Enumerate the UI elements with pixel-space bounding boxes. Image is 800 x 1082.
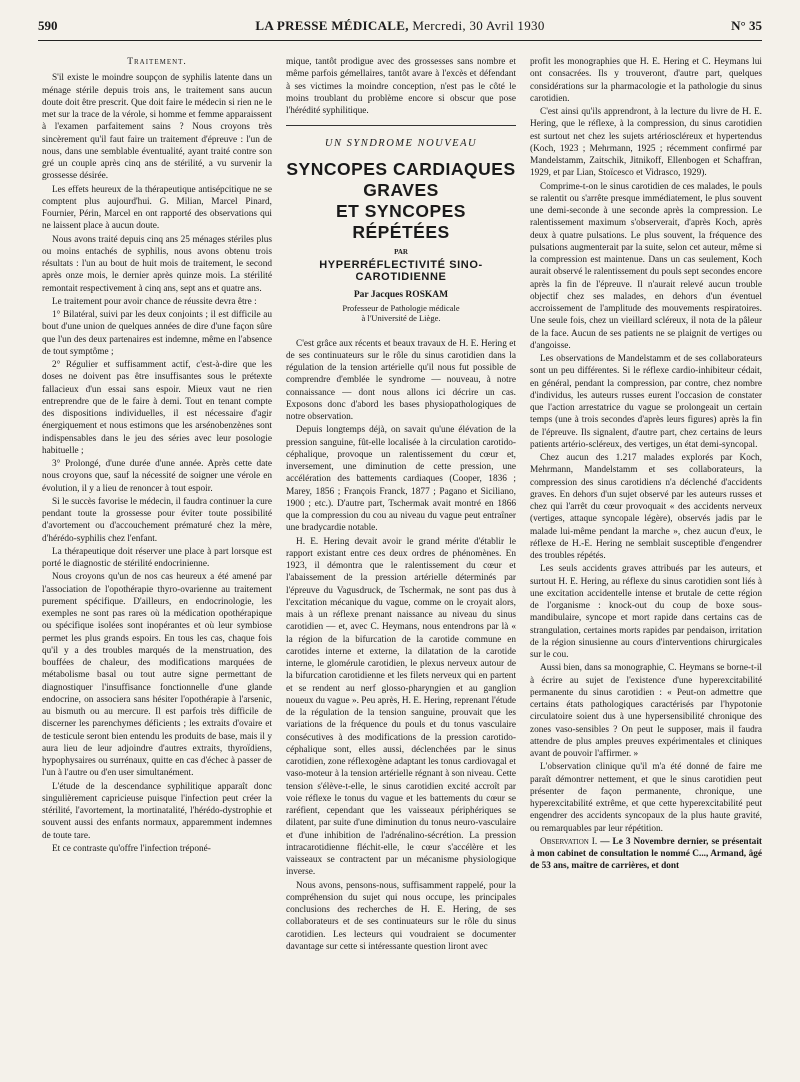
- paragraph: Depuis longtemps déjà, on savait qu'une élévation de la pression sanguine, fût-elle localisée à la circulation carotido-céphalique, provoque un ralentissement du cœur et, inversement, une diminution de cette pression, une accélération des battements cardiaques (Cooper, 1836 ; Marey, 1856 ; François Franck, 1877 ; Pagano et Siciliano, 1900 ; etc.). D'autre part, Tschermak avait montré en 1866 que la compression du cou au niveau du vague peut entraîner une bradycardie notable.: [286, 425, 516, 534]
- observation-text: — Le 3 Novembre dernier, se présentait à mon cabinet de consultation le nommé C..., Armand, âgé de 53 ans, maître de carrières, et dont: [530, 836, 762, 872]
- paragraph: mique, tantôt prodigue avec des grossesses sans nombre et même parfois gémellaires, tantôt avare à l'excès et défendant à ses victimes la moindre conception, n'est pas le côté le moins troublant du problème encore si obscur que pose l'hérédité syphilitique.: [286, 57, 516, 116]
- paragraph: Le traitement pour avoir chance de réussite devra être :: [52, 296, 257, 307]
- paragraph: profit les monographies que H. E. Hering et C. Heymans lui ont consacrées. Ils y trouveront, d'autre part, quelques considérations sur la pharmacologie et la pathologie du sinus carotidien.: [530, 57, 762, 104]
- paragraph: La thérapeutique doit réserver une place à part lorsque est porté le diagnostic de stérilité endocrinienne.: [42, 546, 272, 569]
- paragraph: Les observations de Mandelstamm et de ses collaborateurs sont un peu différentes. Si le réflexe cardio-inhibiteur cédait, en général, pendant la compression, par contre, chez nombre d'individus, les auteurs russes eurent l'occasion de constater que l'action arrestatrice du vague se prolongeait un certain temps (une à trois secondes d'après leurs figures) après la fin de l'épreuve. Ils signalent, d'autre part, chez certains de leurs patients artério-scléreux, des vertiges, un état demi-syncopal.: [530, 354, 762, 450]
- column-3: [530, 56, 762, 1066]
- paragraph: Chez aucun des 1.217 malades explorés par Koch, Mehrmann, Mandelstamm et ses collaborateurs, la compression des sinus carotidiens n'a déclenché d'accidents graves. En dehors d'un sujet observé par les auteurs russes et chez qui l'arrêt du cœur provoquait « des accidents nerveux (vertiges, attaque syncopale légère), observés jadis par le malade lui-même pendant la marche », chez aucun d'eux, le réflexe de H.-E. Hering ne semblait susceptible d'engendrer des troubles répétés.: [530, 453, 762, 561]
- paragraph: C'est ainsi qu'ils apprendront, à la lecture du livre de H. E. Hering, que le réflexe, à la compression, du sinus carotidien est surtout net chez les sujets artérioscléreux et hypertendus (Koch, 1923 ; Mehrmann, 1925 ; récemment confirmé par Mandelstamm, Zaitschik, Jitnikoff, Ellenbogen et Schaffran, 1929, et par Lian, Stoïcesco et Vidrasco, 1929).: [530, 107, 762, 179]
- journal-title: [38, 18, 762, 34]
- article-headline-line-1: SYNCOPES CARDIAQUES GRAVES: [286, 158, 516, 200]
- paragraph: 2° Régulier et suffisamment actif, c'est-à-dire que les doses ne doivent pas être insuffisantes sous le prétexte fallacieux d'un essai sans espoir. Mieux vaut ne rien entreprendre que de le faire à demi. Tout en tenant compte des dispositions individuelles, il est nécessaire d'agir énergiquement et nous estimons que les arsénobenzènes sont indispensables dans le jeu des séries avec leur posologie habituelle ;: [42, 360, 272, 456]
- article-author: Par Jacques ROSKAM: [353, 290, 449, 301]
- article-kicker: UN SYNDROME NOUVEAU: [324, 138, 478, 150]
- paragraph: C'est grâce aux récents et beaux travaux de H. E. Hering et de ses continuateurs sur le rôle du sinus carotidien dans la régulation de la tension artérielle qu'il nous fut possible de comprendre d'emblée le syndrome — nouveau, à notre connaissance — dont nous allons ici décrire un cas. Exposons donc d'abord les bases physiopathologiques de notre observation.: [286, 338, 516, 422]
- paragraph: Comprime-t-on le sinus carotidien de ces malades, le pouls se ralentit ou s'arrête presque immédiatement, le plus souvent une demi-seconde à une seconde après la compression. Le ralentissement maximum s'observerait, d'après Koch, après deux à quatre pulsations. Le plus souvent, la fréquence des pulsations augmenterait par la suite, selon cet auteur, même si la compression est maintenue. Dans un cas seulement, Koch aurait observé le ralentissement du pouls sept secondes encore après la fin de l'épreuve. Il n'aurait relevé aucun trouble objectif chez ses malades, en dehors d'un éventuel accroissement de l'amplitude des mouvements respiratoires. Une seule fois, chez un vieillard scléreux, il nota de la pâleur de la face. Aucun de ses patients ne se plaignit de vertiges ou d'angoisse.: [530, 181, 762, 351]
- author-affiliation: [286, 303, 516, 324]
- paragraph: Aussi bien, dans sa monographie, C. Heymans se borne-t-il à écrire au sujet de l'existence d'une hyperexcitabilité permanente du sinus carotidien : « Peut-on admettre que certains états pathologiques caractérisés par l'hypotonie circulatoire soient dus à une hypersensibilité chronique des zones vaso-sensibles ? On peut le supposer, mais il faudra attendre de plus amples preuves expérimentales et cliniques avant de pouvoir l'affirmer. »: [530, 663, 762, 759]
- paragraph: Si le succès favorise le médecin, il faudra continuer la cure pendant toute la grossesse pour éviter toute possibilité d'avortement ou d'accouchement prématuré chez la mère, d'hérédo-syphilis chez l'enfant.: [42, 496, 272, 544]
- column-2: [286, 56, 516, 1066]
- journal-name: LA PRESSE MÉDICALE,: [255, 18, 409, 33]
- affiliation-line-2: à l'Université de Liège.: [361, 313, 441, 323]
- paragraph: Les effets heureux de la thérapeutique antisépcitique ne se comptent plus aujourd'hui. G. Milian, Marcel Pinard, Fournier, Périn, Marcel en ont rapporté des observations qui ne laissent place à aucun doute.: [42, 184, 272, 232]
- paragraph: Les seuls accidents graves attribués par les auteurs, et surtout H. E. Hering, au réflexe du sinus carotidien sont liés à une excitation accidentelle intense et brutale de cette région de l'organisme : knock-out du coup de boxe sous-mandibulaire, syncope et mort rapide dans certains cas de strangulation, certaines morts rapides par pendaison, irritation de la région sinusienne au cours d'interventions chirurgicales sur le cou.: [530, 564, 762, 660]
- article-subheadline: HYPERRÉFLECTIVITÉ SINO-CAROTIDIENNE: [319, 258, 483, 283]
- page-number: 590: [38, 18, 58, 33]
- paragraph: Et ce contraste qu'offre l'infection tréponé-: [52, 843, 211, 854]
- paragraph: Nous avons traité depuis cinq ans 25 ménages stériles plus ou moins entachés de syphilis, nous avons obtenu trois résultats : l'un au bout de huit mois de traitement, le second après onze mois, le dernier après quinze mois. La stérilité remontait respectivement à cinq ans, sept ans et quatre ans.: [42, 234, 272, 294]
- paragraph: S'il existe le moindre soupçon de syphilis latente dans un ménage stérile depuis trois ans, le traitement sans aucun doute doit être prescrit. Que doit faire le médecin si rien ne le met sur la trace de la vérole, si homme et femme apparaissent à l'examen parfaitement sains ? Nous croyons très sincèrement qu'il faut faire un traitement d'épreuve : l'un de nous, dans une semblable éventualité, ayant traité contre son gré un couple après cinq ans de stérilité, a vu survenir la grossesse désirée.: [42, 73, 272, 182]
- observation-label: Observation I.: [540, 836, 598, 847]
- column-1: [42, 56, 272, 1066]
- article-headline-line-2: ET SYNCOPES RÉPÉTÉES: [336, 200, 466, 242]
- page-header: [38, 14, 762, 41]
- paragraph: H. E. Hering devait avoir le grand mérite d'établir le rapport existant entre ces deux ordres de phénomènes. En 1923, il démontra que le ralentissement du cœur et l'abaissement de la pression artérielle déterminés par l'épreuve du Vagusdruck, de Tschermak, ne sont pas dus à l'excitation mécanique du vague, comme on le croyait alors, mais à un réflexe prenant naissance au niveau du sinus carotidien — et, avec C. Heymans, nous entendrons par là « la région de la bifurcation de la carotide commune en carotides interne et externe, la dilatation de la carotide interne, le glomérule carotidien, le plexus nerveux autour de la bifurcation carotidienne et les filets nerveux qui en partent et se rendent au nerf glosso-pharyngien et au ganglion noueux du vague ». Peu après, H. E. Hering, reprenant l'étude de la régulation de la tension sanguine, prouvait que les variations de la fréquence du pouls et du tonus vasculaire consécutives à des modifications de la pression carotido-céphalique sont, elles aussi, déclenchées par le sinus carotidien, zone réflexogène adaptant les tonus cardiovagal et vaso-moteur à la tension artérielle régnant à son niveau. Cette tension s'élève-t-elle, le sinus carotidien excité accroît par voie réflexe le tonus du vague et les battements du cœur se raréfient, cependant que les vaisseaux périphériques se dilatent, par suite d'une diminution du tonus neuro-vasculaire et d'une inhibition de l'adrénalino-sécrétion. La pression intracarotidienne fléchit-elle, le cœur s'accélère et les vaisseaux se contractent par un mécanisme physiologique inverse.: [286, 536, 516, 878]
- paragraph: Nous avons, pensons-nous, suffisamment rappelé, pour la compréhension du sujet qui nous occupe, les principales conclusions des recherches de H. E. Hering, de ses collaborateurs et de ses continuateurs sur le rôle du sinus carotidien. Les lecteurs qui voudraient se documenter davantage sur cette si intéressante question liront avec: [286, 880, 516, 952]
- paragraph: L'observation clinique qu'il m'a été donné de faire me paraît démontrer nettement, et que le sinus carotidien peut présenter de façon permanente, chronique, une hyperexcitabilité extrême, et que cette hyperexcitabilité peut engendrer des accidents syncopaux de la plus haute gravité, ou remarquables par leur répétition.: [530, 762, 762, 834]
- affiliation-line-1: Professeur de Pathologie médicale: [342, 302, 460, 313]
- observation-paragraph: [530, 836, 762, 873]
- paragraph: 1° Bilatéral, suivi par les deux conjoints ; il est difficile au bout d'une union de quelques années de dire d'une façon sûre que l'un des deux partenaires est indemne, même en l'absence de tout symptôme ;: [42, 310, 272, 357]
- issue-number: N° 35: [731, 18, 762, 33]
- section-title: Traitement.: [127, 57, 187, 67]
- paragraph: L'étude de la descendance syphilitique apparaît donc singulièrement capricieuse puisque l'infection peut créer la stérilité, l'avortement, la mortinatalité, l'hérédo-dystrophie et souvent aussi des enfants normaux, apparemment indemnes de toute tare.: [42, 781, 272, 841]
- issue-date: Mercredi, 30 Avril 1930: [408, 18, 545, 33]
- headline-connector: PAR: [394, 247, 408, 256]
- paragraph: 3° Prolongé, d'une durée d'une année. Après cette date nous croyons que, sauf la nécessité de soigner une vérole en évolution, il y a lieu de renoncer à tout espoir.: [42, 459, 272, 494]
- paragraph: Nous croyons qu'un de nos cas heureux a été amené par l'association de l'opothérapie thyro-ovarienne au traitement purement spécifique. D'ailleurs, en endocrinologie, les exemples ne sont pas rares où la médication opothérapique ou spécifique isolées sont inopérantes et où leur symbiose permet les plus grands espoirs. En tous les cas, chaque fois qu'il y a des troubles marqués de la menstruation, des bouffées de chaleur, des modifications marquées de métabolisme basal ou tout autre signe permettant de diagnostiquer l'insuffisance fonctionnelle d'une glande endocrine, on associera sans hésiter l'opothérapie à l'arsenic, au bismuth ou au mercure. Il est parfois très difficile de discerner les parenchymes déficients ; les extraits d'ovaire et de testicule seront bien entendu les produits de base, mais il y aura lieu de leur adjoindre d'autres extraits, thyroïdiens, hypophysaires ou surrénaux, quitte en cas d'échec à passer de l'un à l'autre ou d'en user simultanément.: [42, 572, 272, 779]
- divider: [286, 125, 516, 126]
